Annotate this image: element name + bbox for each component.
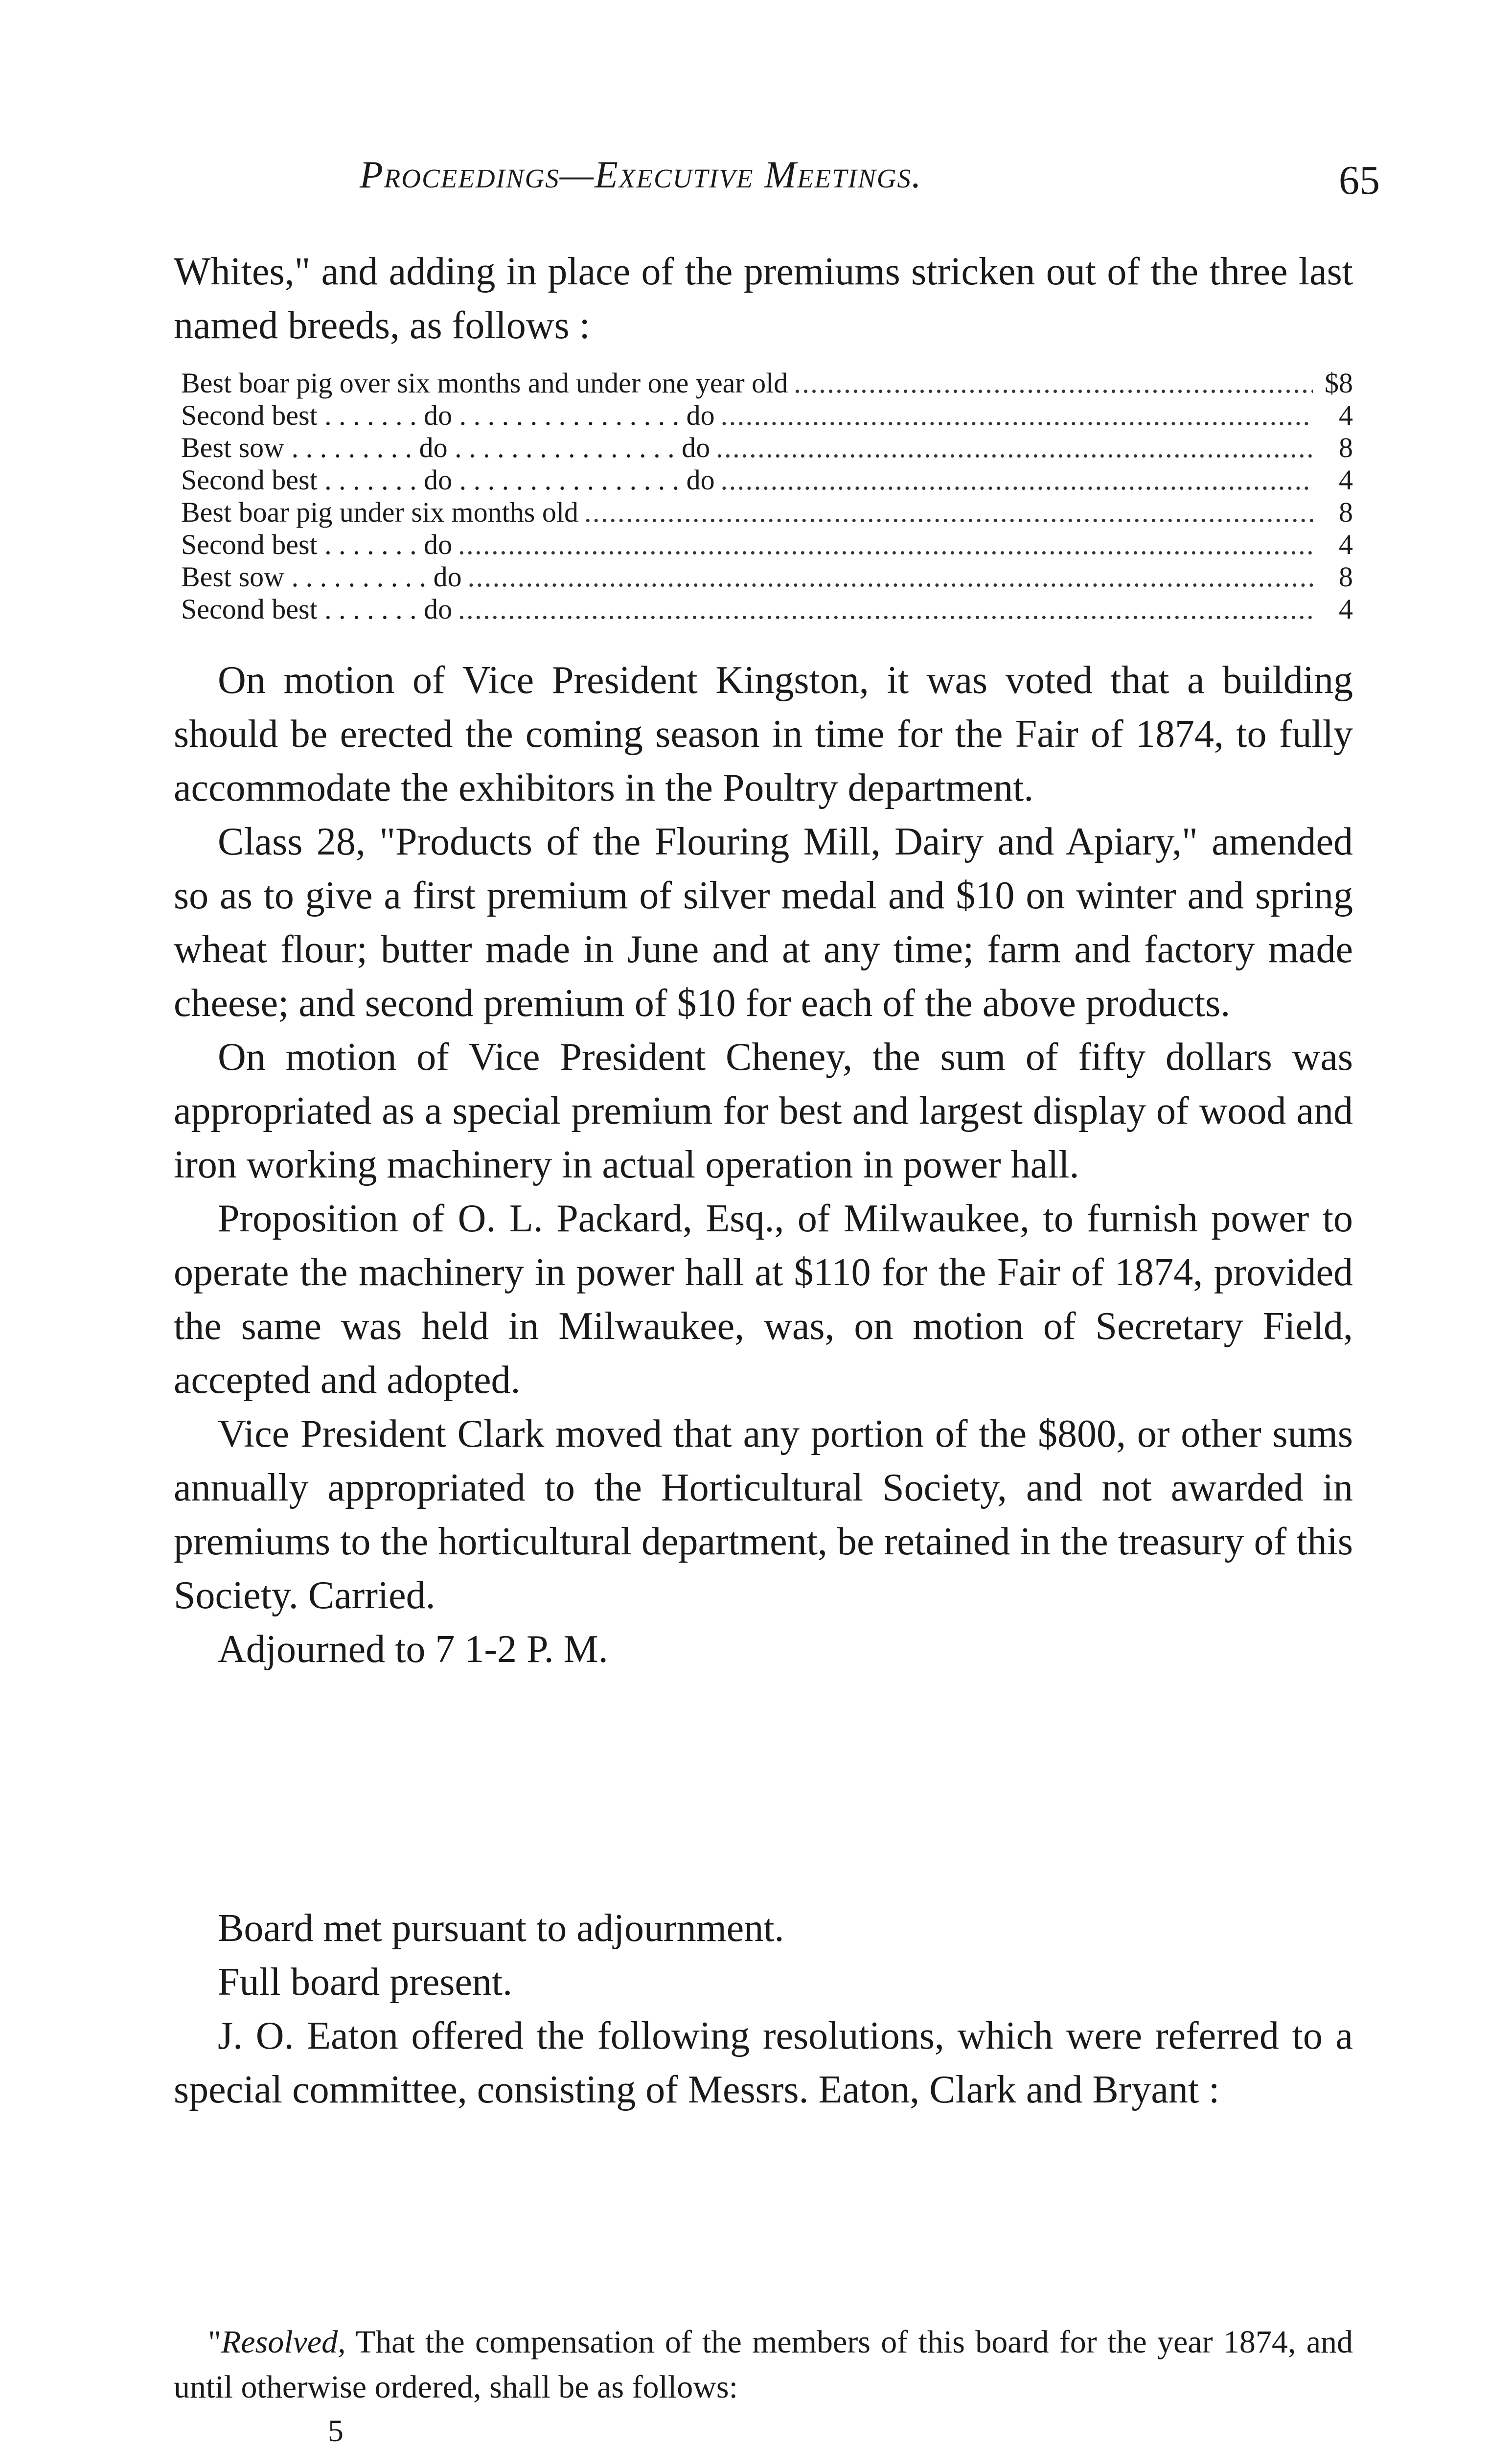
premium-label: Best boar pig over six months and under one year old (181, 367, 788, 399)
minutes-body (174, 653, 1353, 1676)
paragraph-clark-motion: Vice President Clark moved that any portion of the $800, or other sums annually appropriated to the Horticultural Society, and not awarded in premiums to the horticultural department, be retained in the treasury of this Society. Carried. (174, 1412, 1353, 1617)
premium-list (181, 367, 1353, 625)
intro-text: Whites," and adding in place of the premiums stricken out of the three last named breeds, as follows : (174, 250, 1353, 347)
premium-row (181, 561, 1353, 593)
paragraph-packard-proposition: Proposition of O. L. Packard, Esq., of Milwaukee, to furnish power to operate the machinery in power hall at $110 for the Fair of 1874, provided the same was held in Milwaukee, was, on motion of Secretary Field, accepted and adopted. (174, 1197, 1353, 1402)
leader-dots (721, 464, 1313, 496)
running-title: Proceedings—Executive Meetings. (360, 153, 922, 196)
premium-row (181, 399, 1353, 432)
leader-dots (584, 496, 1313, 529)
premium-label: Second best . . . . . . . do . . . . . . . . . . . . . . . . do (181, 399, 715, 431)
signature-mark: 5 (328, 2413, 344, 2447)
premium-row (181, 593, 1353, 625)
resolved-word: Resolved, (221, 2324, 346, 2360)
premium-row (181, 367, 1353, 399)
leader-dots (458, 529, 1313, 561)
leader-dots (721, 399, 1313, 432)
paragraph-board-met: Board met pursuant to adjournment. (218, 1907, 784, 1950)
leader-dots (716, 432, 1313, 464)
premium-label: Best boar pig under six months old (181, 496, 578, 528)
leader-dots (468, 561, 1313, 593)
premium-value: 4 (1339, 529, 1353, 560)
intro-paragraph (174, 245, 1353, 352)
paragraph-full-board: Full board present. (218, 1961, 513, 2004)
premium-label: Best sow . . . . . . . . . do . . . . . . . . . . . . . . . . do (181, 432, 710, 463)
resolution-text (174, 2320, 1353, 2410)
running-head (174, 153, 1380, 207)
premium-value: 8 (1339, 432, 1353, 463)
premium-label: Best sow . . . . . . . . . . do (181, 561, 462, 593)
premium-row (181, 464, 1353, 496)
evening-session (174, 1901, 1353, 2117)
premium-value: 8 (1339, 496, 1353, 528)
premium-value: 4 (1339, 593, 1353, 625)
premium-value: 4 (1339, 399, 1353, 431)
page-number: 65 (1339, 158, 1380, 203)
resolution-block (174, 2320, 1353, 2410)
premium-row (181, 432, 1353, 464)
paragraph-kingston-motion: On motion of Vice President Kingston, it was voted that a building should be erected the coming season in time for the Fair of 1874, to fully accommodate the exhibitors in the Poultry department. (174, 659, 1353, 809)
paragraph-adjourned: Adjourned to 7 1-2 P. M. (218, 1628, 608, 1671)
premium-value: 8 (1339, 561, 1353, 593)
paragraph-cheney-motion: On motion of Vice President Cheney, the sum of fifty dollars was appropriated as a special premium for best and largest display of wood and iron working machinery in actual operation in power hall. (174, 1036, 1353, 1186)
premium-label: Second best . . . . . . . do (181, 529, 453, 560)
premium-label: Second best . . . . . . . do (181, 593, 453, 625)
premium-label: Second best . . . . . . . do . . . . . . . . . . . . . . . . do (181, 464, 715, 496)
leader-dots (458, 593, 1313, 625)
open-quote: " (208, 2324, 221, 2360)
resolution-body: That the compensation of the members of this board for the year 1874, and until otherwise ordered, shall be as follows: (174, 2324, 1353, 2405)
paragraph-class-28: Class 28, "Products of the Flouring Mill, Dairy and Apiary," amended so as to give a first premium of silver medal and $10 on winter and spring wheat flour; butter made in June and at any time; farm and factory made cheese; and second premium of $10 for each of the above products. (174, 820, 1353, 1025)
premium-row (181, 529, 1353, 561)
premium-value: $8 (1325, 367, 1353, 399)
paragraph-eaton-resolutions: J. O. Eaton offered the following resolutions, which were referred to a special committee, consisting of Messrs. Eaton, Clark and Bryant : (174, 2014, 1353, 2111)
premium-row (181, 496, 1353, 529)
premium-value: 4 (1339, 464, 1353, 496)
leader-dots (794, 367, 1313, 399)
